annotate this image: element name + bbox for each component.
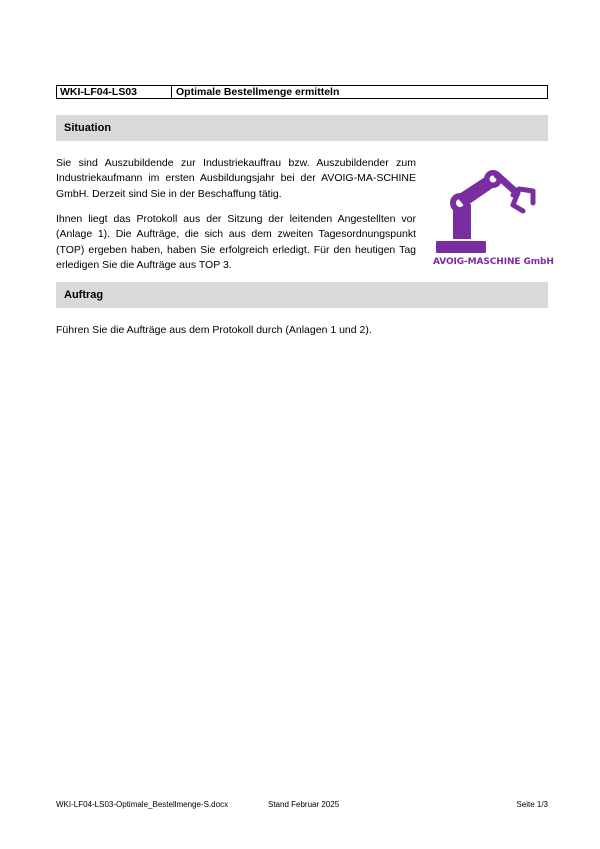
footer-filename: WKI-LF04-LS03-Optimale_Bestellmenge-S.docx	[56, 800, 229, 809]
situation-heading: Situation	[56, 115, 548, 141]
company-logo-text: AVOIG-MASCHINE GmbH	[433, 257, 554, 267]
footer-stand: Stand Februar 2025	[268, 800, 340, 809]
robot-arm-icon	[433, 165, 548, 257]
footer-page-number: Seite 1/3	[516, 800, 548, 809]
situation-paragraph-1: Sie sind Auszubildende zur Industriekauffrau bzw. Auszubildender zum Industriekaufmann im ersten Ausbildungsjahr bei der AVOIG-MA-SCHINE GmbH. Derzeit sind Sie in der Beschaffung tätig.	[56, 157, 416, 200]
header-table	[56, 85, 548, 99]
document-code: WKI-LF04-LS03	[57, 86, 172, 98]
company-logo	[433, 165, 554, 275]
auftrag-paragraph: Führen Sie die Aufträge aus dem Protokoll durch (Anlagen 1 und 2).	[56, 324, 372, 336]
situation-paragraph-2: Ihnen liegt das Protokoll aus der Sitzung der leitenden Angestellten vor (Anlage 1). Die Aufträge, die sich aus dem zweiten Tagesordnungspunkt (TOP) ergeben haben, haben Sie erfolgreich erledigt. Für den heutigen Tag erledigen Sie die Aufträge aus TOP 3.	[56, 213, 416, 271]
auftrag-heading: Auftrag	[56, 282, 548, 308]
document-title: Optimale Bestellmenge ermitteln	[176, 86, 340, 98]
